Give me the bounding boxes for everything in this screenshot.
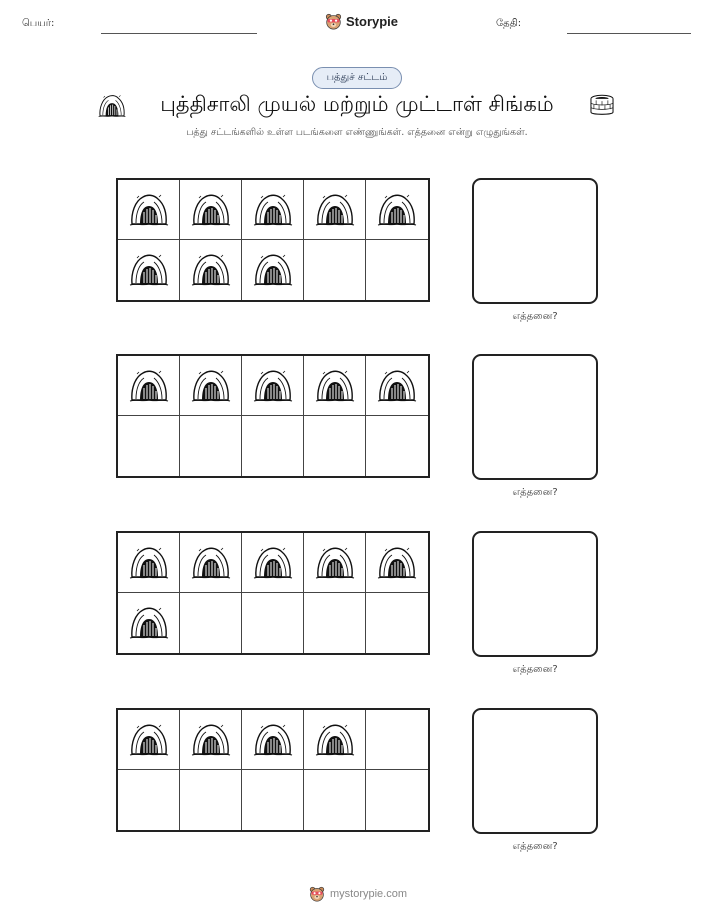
ten-frame (116, 531, 430, 655)
ten-frame-cell (366, 416, 428, 476)
ten-frame-cell (118, 416, 180, 476)
footer-url: mystorypie.com (330, 888, 408, 900)
storypie-logo (325, 13, 398, 30)
ten-frame-cell (366, 240, 428, 300)
cave-icon (377, 193, 417, 227)
cave-icon (191, 193, 231, 227)
ten-frame-cell (242, 240, 304, 300)
cave-icon (315, 193, 355, 227)
ten-frame-cell (304, 180, 366, 240)
date-line[interactable] (567, 33, 691, 34)
date-label: தேதி: (496, 18, 522, 29)
cave-icon (253, 546, 293, 580)
cave-icon (315, 723, 355, 757)
ten-frame-cell (304, 593, 366, 653)
how-many-label: எத்தனை? (512, 664, 558, 675)
ten-frame-cell (180, 180, 242, 240)
ten-frame-cell (118, 710, 180, 770)
ten-frame-cell (242, 593, 304, 653)
bear-icon (325, 13, 342, 30)
cave-icon (129, 193, 169, 227)
name-line[interactable] (101, 33, 257, 34)
ten-frame-cell (118, 180, 180, 240)
ten-frame-cell (366, 180, 428, 240)
ten-frame-cell (366, 356, 428, 416)
cave-icon (377, 546, 417, 580)
ten-frame-cell (366, 710, 428, 770)
ten-frame-cell (180, 356, 242, 416)
ten-frame-cell (118, 593, 180, 653)
ten-frame-cell (118, 533, 180, 593)
well-icon (587, 93, 617, 118)
cave-icon (191, 253, 231, 287)
answer-box[interactable] (472, 708, 598, 834)
ten-frame-cell (242, 180, 304, 240)
how-many-label: எத்தனை? (512, 841, 558, 852)
cave-icon (191, 723, 231, 757)
cave-icon (129, 723, 169, 757)
bear-icon (309, 886, 325, 902)
worksheet-title: புத்திசாலி முயல் மற்றும் முட்டாள் சிங்கம் (160, 92, 554, 116)
ten-frame-cell (118, 356, 180, 416)
cave-icon (253, 253, 293, 287)
ten-frame-cell (242, 416, 304, 476)
ten-frame-cell (180, 770, 242, 830)
cave-icon (315, 369, 355, 403)
answer-box[interactable] (472, 178, 598, 304)
ten-frame-cell (180, 710, 242, 770)
ten-frame-cell (242, 533, 304, 593)
ten-frame-cell (180, 240, 242, 300)
instructions: பத்து சட்டங்களில் உள்ள படங்களை எண்ணுங்கள். எத்தனை என்று எழுதுங்கள். (186, 127, 528, 138)
ten-frame-cell (366, 593, 428, 653)
cave-icon (191, 546, 231, 580)
cave-icon (315, 546, 355, 580)
cave-icon (253, 369, 293, 403)
cave-icon (253, 723, 293, 757)
cave-icon (129, 546, 169, 580)
ten-frame-cell (180, 533, 242, 593)
ten-frame-cell (242, 356, 304, 416)
cave-icon (377, 369, 417, 403)
brand-name: Storypie (346, 14, 399, 29)
ten-frame-cell (304, 770, 366, 830)
ten-frame-cell (118, 240, 180, 300)
cave-icon (191, 369, 231, 403)
ten-frame (116, 708, 430, 832)
ten-frame-cell (304, 533, 366, 593)
footer (309, 886, 407, 902)
worksheet-type-badge: பத்துச் சட்டம் (312, 67, 402, 89)
ten-frame-cell (366, 533, 428, 593)
ten-frame (116, 178, 430, 302)
ten-frame-cell (242, 710, 304, 770)
cave-icon (129, 253, 169, 287)
cave-icon (129, 606, 169, 640)
ten-frame-cell (366, 770, 428, 830)
ten-frame-cell (242, 770, 304, 830)
cave-icon (129, 369, 169, 403)
answer-box[interactable] (472, 354, 598, 480)
cave-icon (253, 193, 293, 227)
ten-frame-cell (180, 593, 242, 653)
how-many-label: எத்தனை? (512, 311, 558, 322)
ten-frame-cell (304, 710, 366, 770)
ten-frame-cell (180, 416, 242, 476)
ten-frame-cell (304, 356, 366, 416)
name-label: பெயர்: (22, 18, 55, 29)
ten-frame-cell (118, 770, 180, 830)
how-many-label: எத்தனை? (512, 487, 558, 498)
answer-box[interactable] (472, 531, 598, 657)
ten-frame-cell (304, 416, 366, 476)
ten-frame (116, 354, 430, 478)
ten-frame-cell (304, 240, 366, 300)
